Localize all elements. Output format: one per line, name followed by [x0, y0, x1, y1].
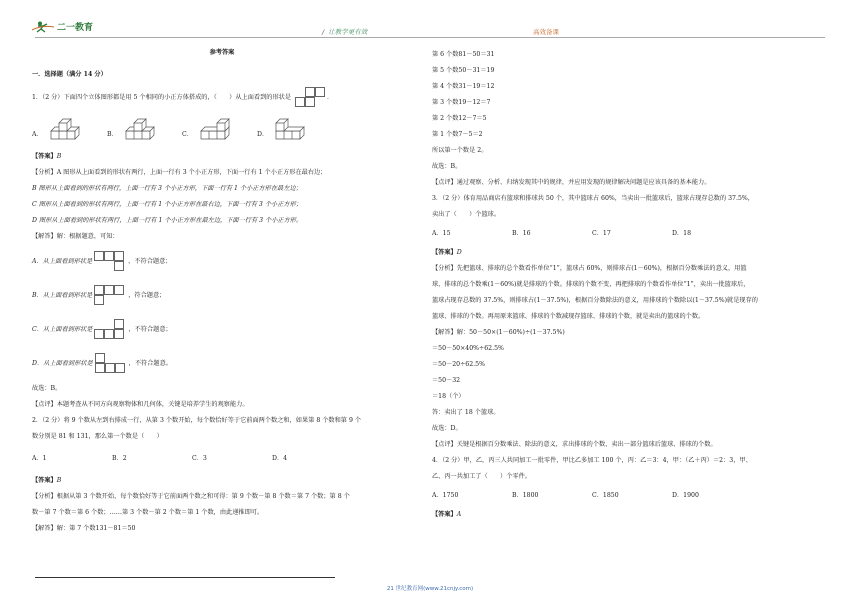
q2-step-4: 第 4 个数31－19＝12	[432, 83, 495, 90]
top-view-c-figure	[94, 319, 126, 341]
header-divider	[35, 37, 825, 38]
q1-option-b[interactable]: B．	[107, 117, 182, 143]
q3-option-c[interactable]: C．17	[592, 230, 611, 237]
q1-comment: 【点评】本题考查从不同方向观察物体和几何体，关键是培养学生的观察能力。	[32, 401, 249, 408]
q2-analysis-1: 【分析】根据从第 3 个数开始，每个数恰好等于它前面两个数之和可得：第 9 个数－第 8 个数＝第 7 个数；第 8 个	[32, 493, 350, 500]
q1-solution-a: A．从上面看到形状是 ，不符合题意；	[32, 245, 412, 279]
q1-option-d[interactable]: D．	[257, 117, 332, 143]
q4-option-b[interactable]: B．1800	[512, 492, 539, 499]
q2-option-a[interactable]: A．1	[32, 455, 47, 462]
q2-options	[32, 445, 412, 473]
q1-top-view-figure	[295, 87, 327, 109]
q2-option-b[interactable]: B．2	[112, 455, 127, 462]
page-footer[interactable]: 21 世纪教育网(www.21cnjy.com)	[386, 586, 474, 592]
top-view-b-figure	[94, 285, 126, 307]
q2-step-6: 第 6 个数81－50＝31	[432, 51, 495, 58]
runner-icon	[32, 21, 54, 33]
q1-solution-b: B．从上面看到形状是 ，符合题意；	[32, 279, 412, 313]
q3-calc-4: ＝18（个）	[432, 393, 465, 400]
top-view-a-figure	[94, 251, 126, 273]
cube-figure-b-icon	[124, 117, 164, 143]
q1-solution-c: C．从上面看到形状是 ，不符合题意；	[32, 313, 412, 347]
q2-step-1: 第 1 个数7－5＝2	[432, 131, 483, 138]
q2-step-3: 第 3 个数19－12＝7	[432, 99, 491, 106]
q2-stem-1: 2．（2 分）将 9 个数从左到右排成一行，从第 3 个数开始，每个数恰好等于它前面两个数之和，如果第 8 个数和第 9 个	[32, 417, 362, 424]
q3-analysis-1: 【分析】先把篮球、排球的总个数看作单位“1”，篮球占 60%，则排球占(1－60%)，根据百分数乘法的意义，用篮	[432, 265, 747, 272]
q2-solution: 【解答】解：第 7 个数131－81＝50	[32, 525, 136, 532]
q4-stem-2: 乙、丙一共加工了（ ）个零件。	[432, 473, 531, 480]
q3-option-d[interactable]: D．18	[672, 230, 692, 237]
top-view-d-figure	[95, 353, 127, 375]
cube-figure-a-icon	[49, 117, 89, 143]
q1-stem: 1．（2 分）下面四个立体图形都是用 5 个相同的小正方体搭成的，（ ）从上面看到的形状是 ．	[32, 85, 412, 111]
brand-logo	[32, 20, 93, 33]
q1-answer: 【答案】B	[32, 153, 62, 160]
q1-option-a[interactable]: A．	[32, 117, 107, 143]
left-column	[32, 45, 412, 537]
section-heading: 一．选择题（满分 14 分）	[32, 71, 107, 78]
right-column	[432, 47, 832, 523]
q3-stem-1: 3．（2 分）体育用品商店有篮球和排球共 50 个，其中篮球占 60%，当卖出一批篮球后，篮球占现存总数的 37.5%，	[432, 195, 754, 202]
footer-divider	[35, 577, 335, 578]
q2-option-d[interactable]: D．4	[272, 455, 288, 462]
q3-option-a[interactable]: A．15	[432, 230, 451, 237]
q1-conclusion: 故选：B。	[32, 385, 62, 392]
q2-analysis-2: 数－第 7 个数＝第 6 个数；……第 3 个数－第 2 个数＝第 1 个数，由此递推即可。	[32, 509, 264, 516]
q1-solution-d: D．从上面看到形状是 ，不符合题意。	[32, 347, 412, 381]
q3-conclusion: 故选：D。	[432, 425, 462, 432]
q3-stem-2: 卖出了（ ）个篮球。	[432, 211, 501, 218]
q4-option-d[interactable]: D．1900	[672, 492, 699, 499]
q2-result: 所以第一个数是 2。	[432, 147, 488, 154]
q1-options	[32, 111, 412, 143]
q4-options	[432, 485, 832, 507]
q3-analysis-2: 球、排球的总个数乘(1－60%)就是排球的个数。排球的个数不变，再把排球的个数看作单位“1”，卖出一批篮球后，	[432, 281, 750, 288]
q1-analysis-3: C 图形从上面看到的形状有两行，上面一行有 1 个小正方形在最右边，下面一行有 3 个小正方形；	[32, 201, 302, 208]
page-header	[0, 0, 860, 40]
q3-option-b[interactable]: B．16	[512, 230, 531, 237]
q3-answer: 【答案】D	[432, 249, 462, 256]
header-slogan: / 让教学更有效	[322, 28, 368, 36]
q3-analysis-4: 篮球、排球的个数。再用原来篮球、排球的个数减现存篮球、排球的个数，就是卖出的篮球的个数。	[432, 313, 705, 320]
q1-solution: 【解答】解：根据题意，可知：	[32, 233, 119, 240]
q2-option-c[interactable]: C．3	[192, 455, 207, 462]
q3-calc-1: ＝50－50×40%÷62.5%	[432, 345, 504, 352]
q3-comment: 【点评】关键是根据百分数乘法、除法的意义，求出排球的个数、卖出一部分篮球后篮球、排球的个数。	[432, 441, 717, 448]
q4-stem-1: 4．（2 分）甲，乙，丙三人共同加工一批零件，甲比乙多加工 100 个，丙：乙＝3：4，甲：（乙＋丙）＝2：3，甲、	[432, 457, 752, 464]
q2-answer: 【答案】B	[32, 477, 62, 484]
header-right-text: 高效备课	[533, 28, 559, 36]
q1-analysis-2: B 图形从上面看到的形状有两行，上面一行有 3 个小正方形，下面一行有 1 个小正方形在最左边；	[32, 185, 302, 192]
q4-option-a[interactable]: A．1750	[432, 492, 459, 499]
q4-answer: 【答案】A	[432, 511, 462, 518]
q1-analysis-4: D 图形从上面看到的形状有两行，上面一行有 1 个小正方形在最左边，下面一行有 3 个小正方形。	[32, 217, 303, 224]
q3-calc-3: ＝50－32	[432, 377, 461, 384]
q2-conclusion: 故选：B。	[432, 163, 462, 170]
q1-option-c[interactable]: C．	[182, 117, 257, 143]
cube-figure-d-icon	[274, 117, 314, 143]
q3-analysis-3: 篮球占现存总数的 37.5%，则排球占(1－37.5%)，根据百分数除法的意义，用排球的个数除以(1－37.5%)就是现存的	[432, 297, 758, 304]
q3-solution: 【解答】解：50－50×(1－60%)÷(1－37.5%)	[432, 329, 565, 336]
q1-analysis-1: 【分析】A 图形从上面看到的形状有两行，上面一行有 3 个小正方形，下面一行有 1 个小正方形在最右边；	[32, 169, 327, 176]
q4-option-c[interactable]: C．1850	[592, 492, 619, 499]
page-title: 参考答案	[209, 49, 235, 56]
logo-text: 二一教育	[57, 23, 94, 33]
q2-stem-2: 数分别是 81 和 131，那么第一个数是（ ）	[32, 433, 163, 440]
q2-comment: 【点评】通过观察、分析、归纳发现其中的规律，并应用发现的规律解决问题是应该具备的基本能力。	[432, 179, 711, 186]
q2-step-2: 第 2 个数12－7＝5	[432, 115, 487, 122]
q2-step-5: 第 5 个数50－31＝19	[432, 67, 495, 74]
q3-options	[432, 223, 832, 245]
q3-calc-2: ＝50－20÷62.5%	[432, 361, 485, 368]
cube-figure-c-icon	[199, 117, 239, 143]
q3-reply: 答：卖出了 18 个篮球。	[432, 409, 500, 416]
